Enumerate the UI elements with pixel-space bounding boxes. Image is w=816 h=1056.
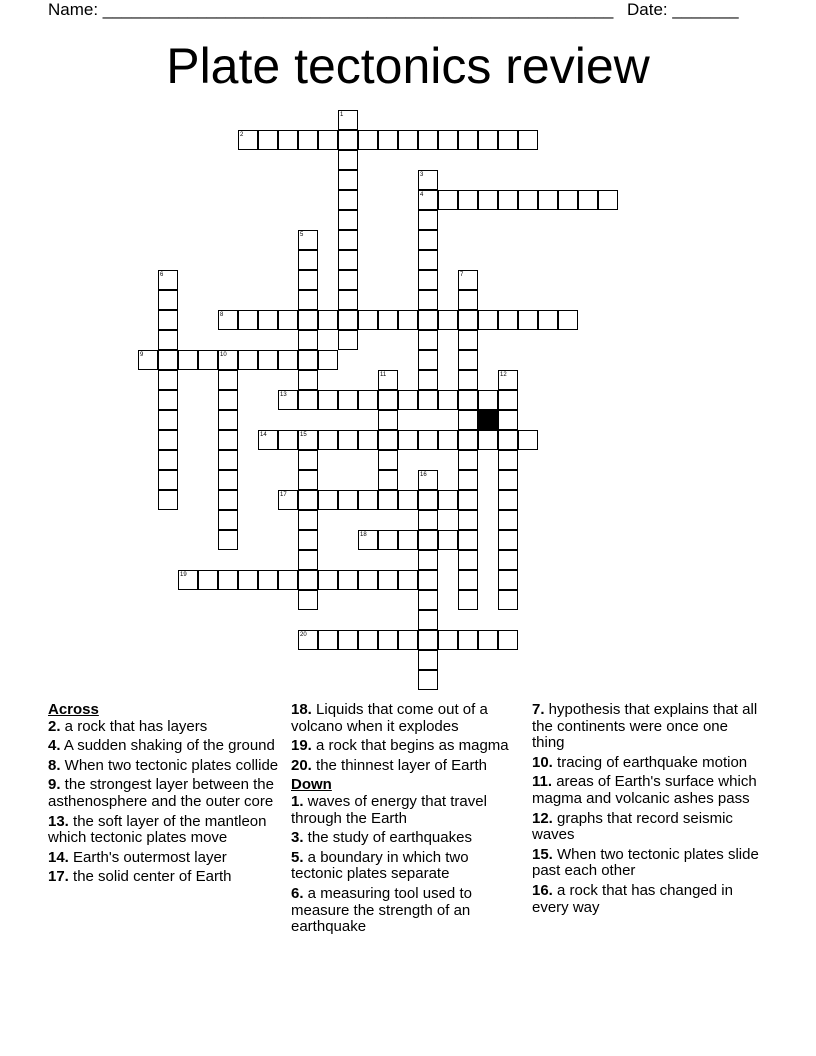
clue-num: 3. xyxy=(291,829,304,847)
clue-num: 5. xyxy=(291,848,304,866)
clue-number: 15 xyxy=(300,432,307,438)
clue-num: 4. xyxy=(48,737,61,755)
grid-cell[interactable] xyxy=(378,310,398,330)
grid-cell[interactable] xyxy=(558,190,578,210)
grid-cell[interactable] xyxy=(458,410,478,430)
clue-text: hypothesis that explains that all the continents were once one thing xyxy=(532,701,758,752)
grid-cell[interactable] xyxy=(518,190,538,210)
grid-cell[interactable] xyxy=(498,130,518,150)
clue-text: tracing of earthquake motion xyxy=(552,753,748,771)
across-clue-18 xyxy=(291,702,519,735)
clue-num: 10. xyxy=(532,753,553,771)
grid-cell[interactable] xyxy=(438,630,458,650)
grid-cell[interactable] xyxy=(398,630,418,650)
across-clue-8 xyxy=(48,758,280,775)
grid-cell[interactable] xyxy=(298,330,318,350)
grid-cell[interactable] xyxy=(378,370,398,390)
grid-cell[interactable] xyxy=(298,350,318,370)
clue-text: graphs that record seismic waves xyxy=(532,809,733,844)
grid-cell[interactable] xyxy=(418,370,438,390)
grid-cell[interactable] xyxy=(358,630,378,650)
clues-column-2 xyxy=(291,702,519,939)
grid-cell[interactable] xyxy=(338,330,358,350)
grid-cell[interactable] xyxy=(298,230,318,250)
grid-cell[interactable] xyxy=(458,510,478,530)
grid-cell[interactable] xyxy=(498,430,518,450)
across-clue-2 xyxy=(48,719,280,736)
clue-text: the solid center of Earth xyxy=(68,868,232,886)
grid-cell[interactable] xyxy=(338,170,358,190)
grid-cell[interactable] xyxy=(158,290,178,310)
grid-cell[interactable] xyxy=(418,350,438,370)
grid-cell[interactable] xyxy=(278,490,298,510)
grid-cell[interactable] xyxy=(318,130,338,150)
grid-cell[interactable] xyxy=(278,350,298,370)
name-line: Name: ______________________________________________________ xyxy=(48,0,614,19)
grid-cell[interactable] xyxy=(498,470,518,490)
across-clue-14 xyxy=(48,850,280,867)
clue-number: 11 xyxy=(380,372,387,378)
grid-cell[interactable] xyxy=(298,630,318,650)
grid-cell[interactable] xyxy=(358,430,378,450)
grid-cell[interactable] xyxy=(218,430,238,450)
grid-cell[interactable] xyxy=(458,490,478,510)
grid-cell[interactable] xyxy=(518,130,538,150)
grid-cell[interactable] xyxy=(158,310,178,330)
clue-num: 15. xyxy=(532,845,553,863)
grid-cell[interactable] xyxy=(338,290,358,310)
grid-cell[interactable] xyxy=(418,650,438,670)
grid-cell[interactable] xyxy=(458,330,478,350)
grid-cell[interactable] xyxy=(458,570,478,590)
grid-cell[interactable] xyxy=(278,390,298,410)
clue-number: 3 xyxy=(420,172,424,178)
grid-cell[interactable] xyxy=(338,490,358,510)
grid-cell[interactable] xyxy=(158,330,178,350)
clue-number: 14 xyxy=(260,432,267,438)
grid-cell[interactable] xyxy=(378,570,398,590)
down-clue-11 xyxy=(532,774,760,807)
grid-cell[interactable] xyxy=(278,130,298,150)
grid-cell[interactable] xyxy=(218,410,238,430)
clue-text: areas of Earth's surface which magma and volcanic ashes pass xyxy=(532,773,757,807)
clue-number: 4 xyxy=(420,192,424,198)
grid-cell[interactable] xyxy=(158,390,178,410)
grid-cell[interactable] xyxy=(298,490,318,510)
clue-number: 1 xyxy=(340,112,344,118)
grid-cell[interactable] xyxy=(338,230,358,250)
across-clue-20 xyxy=(291,758,519,775)
clue-number: 16 xyxy=(420,472,427,478)
grid-cell[interactable] xyxy=(398,570,418,590)
grid-cell[interactable] xyxy=(358,530,378,550)
clue-text: waves of energy that travel through the Earth xyxy=(291,792,487,827)
grid-cell[interactable] xyxy=(498,590,518,610)
grid-cell[interactable] xyxy=(158,450,178,470)
grid-cell[interactable] xyxy=(378,630,398,650)
grid-cell[interactable] xyxy=(278,310,298,330)
clue-number: 12 xyxy=(500,372,507,378)
grid-cell[interactable] xyxy=(198,570,218,590)
clue-text: the study of earthquakes xyxy=(303,829,472,847)
grid-cell[interactable] xyxy=(338,430,358,450)
clue-number: 8 xyxy=(220,312,224,318)
grid-cell[interactable] xyxy=(158,350,178,370)
grid-cell[interactable] xyxy=(458,290,478,310)
grid-cell[interactable] xyxy=(538,190,558,210)
grid-cell[interactable] xyxy=(298,310,318,330)
clues-column-1 xyxy=(48,702,280,889)
clue-num: 6. xyxy=(291,884,304,902)
grid-cell[interactable] xyxy=(218,450,238,470)
grid-cell[interactable] xyxy=(158,430,178,450)
grid-cell[interactable] xyxy=(398,310,418,330)
black-cell xyxy=(478,410,498,430)
clue-num: 2. xyxy=(48,717,61,735)
grid-cell[interactable] xyxy=(378,470,398,490)
grid-cell[interactable] xyxy=(258,350,278,370)
grid-cell[interactable] xyxy=(338,390,358,410)
grid-cell[interactable] xyxy=(498,630,518,650)
grid-cell[interactable] xyxy=(458,430,478,450)
down-clue-6 xyxy=(291,886,519,936)
grid-cell[interactable] xyxy=(338,630,358,650)
grid-cell[interactable] xyxy=(378,530,398,550)
grid-cell[interactable] xyxy=(438,530,458,550)
page-title: Plate tectonics review xyxy=(166,38,650,94)
down-clue-10 xyxy=(532,755,760,772)
grid-cell[interactable] xyxy=(258,130,278,150)
clue-num: 20. xyxy=(291,756,312,774)
clue-text: the thinnest layer of Earth xyxy=(311,756,487,774)
clue-num: 7. xyxy=(532,701,545,718)
clue-number: 17 xyxy=(280,492,287,498)
grid-cell[interactable] xyxy=(178,570,198,590)
grid-cell[interactable] xyxy=(518,430,538,450)
grid-cell[interactable] xyxy=(298,530,318,550)
grid-cell[interactable] xyxy=(498,530,518,550)
grid-cell[interactable] xyxy=(258,570,278,590)
grid-cell[interactable] xyxy=(318,430,338,450)
clue-number: 2 xyxy=(240,132,244,138)
grid-cell[interactable] xyxy=(478,190,498,210)
clue-num: 12. xyxy=(532,809,553,827)
grid-cell[interactable] xyxy=(358,310,378,330)
across-clue-4 xyxy=(48,738,280,755)
grid-cell[interactable] xyxy=(398,430,418,450)
grid-cell[interactable] xyxy=(538,310,558,330)
clue-text: Earth's outermost layer xyxy=(68,848,227,866)
grid-cell[interactable] xyxy=(458,590,478,610)
across-clue-9 xyxy=(48,777,280,810)
grid-cell[interactable] xyxy=(418,250,438,270)
grid-cell[interactable] xyxy=(418,670,438,690)
clue-text: Liquids that come out of a volcano when it explodes xyxy=(291,701,488,735)
clue-text: a measuring tool used to measure the strength of an earthquake xyxy=(291,884,472,936)
down-heading: Down xyxy=(291,776,332,794)
grid-cell[interactable] xyxy=(378,490,398,510)
grid-cell[interactable] xyxy=(158,490,178,510)
grid-cell[interactable] xyxy=(418,510,438,530)
grid-cell[interactable] xyxy=(318,630,338,650)
grid-cell[interactable] xyxy=(238,570,258,590)
grid-cell[interactable] xyxy=(418,170,438,190)
grid-cell[interactable] xyxy=(178,350,198,370)
date-line: Date: _______ xyxy=(627,0,739,19)
grid-cell[interactable] xyxy=(418,270,438,290)
grid-cell[interactable] xyxy=(438,430,458,450)
grid-cell[interactable] xyxy=(338,150,358,170)
grid-cell[interactable] xyxy=(318,570,338,590)
clue-text: a rock that begins as magma xyxy=(311,737,509,755)
grid-cell[interactable] xyxy=(218,570,238,590)
grid-cell[interactable] xyxy=(298,130,318,150)
down-clue-3 xyxy=(291,830,519,847)
grid-cell[interactable] xyxy=(458,390,478,410)
grid-cell[interactable] xyxy=(458,450,478,470)
grid-cell[interactable] xyxy=(418,610,438,630)
grid-cell[interactable] xyxy=(158,270,178,290)
grid-cell[interactable] xyxy=(458,350,478,370)
grid-cell[interactable] xyxy=(218,370,238,390)
clue-num: 1. xyxy=(291,792,304,810)
across-clue-13 xyxy=(48,814,280,847)
grid-cell[interactable] xyxy=(318,310,338,330)
down-clue-15 xyxy=(532,847,760,880)
grid-cell[interactable] xyxy=(238,350,258,370)
grid-cell[interactable] xyxy=(578,190,598,210)
grid-cell[interactable] xyxy=(498,410,518,430)
grid-cell[interactable] xyxy=(358,490,378,510)
clue-text: the soft layer of the mantleon which tectonic plates move xyxy=(48,812,267,847)
down-clue-12 xyxy=(532,811,760,844)
grid-cell[interactable] xyxy=(198,350,218,370)
grid-cell[interactable] xyxy=(298,270,318,290)
down-clue-16 xyxy=(532,883,760,916)
grid-cell[interactable] xyxy=(378,390,398,410)
down-clue-5 xyxy=(291,850,519,883)
grid-cell[interactable] xyxy=(398,490,418,510)
across-heading: Across xyxy=(48,701,99,718)
grid-cell[interactable] xyxy=(458,530,478,550)
grid-cell[interactable] xyxy=(518,310,538,330)
clue-num: 13. xyxy=(48,812,69,830)
grid-cell[interactable] xyxy=(358,390,378,410)
grid-cell[interactable] xyxy=(398,390,418,410)
clue-text: a boundary in which two tectonic plates separate xyxy=(291,848,469,883)
grid-cell[interactable] xyxy=(338,270,358,290)
clue-number: 9 xyxy=(140,352,144,358)
grid-cell[interactable] xyxy=(458,370,478,390)
grid-cell[interactable] xyxy=(498,570,518,590)
grid-cell[interactable] xyxy=(418,290,438,310)
grid-cell[interactable] xyxy=(218,510,238,530)
grid-cell[interactable] xyxy=(498,190,518,210)
grid-cell[interactable] xyxy=(378,430,398,450)
grid-cell[interactable] xyxy=(158,410,178,430)
grid-cell[interactable] xyxy=(258,430,278,450)
grid-cell[interactable] xyxy=(458,270,478,290)
clue-num: 9. xyxy=(48,776,61,794)
clue-text: a rock that has layers xyxy=(60,717,208,735)
grid-cell[interactable] xyxy=(498,310,518,330)
clue-num: 11. xyxy=(532,773,553,791)
grid-cell[interactable] xyxy=(238,130,258,150)
clue-number: 7 xyxy=(460,272,464,278)
grid-cell[interactable] xyxy=(298,290,318,310)
grid-cell[interactable] xyxy=(298,550,318,570)
grid-cell[interactable] xyxy=(378,130,398,150)
grid-cell[interactable] xyxy=(498,390,518,410)
grid-cell[interactable] xyxy=(498,550,518,570)
grid-cell[interactable] xyxy=(478,130,498,150)
clue-number: 20 xyxy=(300,632,307,638)
across-clue-17 xyxy=(48,869,280,886)
clue-number: 18 xyxy=(360,532,367,538)
grid-cell[interactable] xyxy=(378,410,398,430)
clue-text: When two tectonic plates slide past each other xyxy=(532,845,759,880)
grid-cell[interactable] xyxy=(278,570,298,590)
grid-cell[interactable] xyxy=(218,490,238,510)
grid-cell[interactable] xyxy=(298,370,318,390)
grid-cell[interactable] xyxy=(298,570,318,590)
grid-cell[interactable] xyxy=(358,130,378,150)
grid-cell[interactable] xyxy=(458,550,478,570)
grid-cell[interactable] xyxy=(298,250,318,270)
grid-cell[interactable] xyxy=(218,350,238,370)
grid-cell[interactable] xyxy=(498,370,518,390)
grid-cell[interactable] xyxy=(598,190,618,210)
grid-cell[interactable] xyxy=(298,450,318,470)
clue-num: 16. xyxy=(532,881,553,899)
grid-cell[interactable] xyxy=(458,470,478,490)
grid-cell[interactable] xyxy=(558,310,578,330)
grid-cell[interactable] xyxy=(378,450,398,470)
clue-num: 18. xyxy=(291,701,312,718)
clue-text: the strongest layer between the asthenosphere and the outer core xyxy=(48,776,274,810)
grid-cell[interactable] xyxy=(498,490,518,510)
grid-cell[interactable] xyxy=(338,570,358,590)
grid-cell[interactable] xyxy=(418,210,438,230)
grid-cell[interactable] xyxy=(298,430,318,450)
grid-cell[interactable] xyxy=(438,490,458,510)
grid-cell[interactable] xyxy=(418,230,438,250)
grid-cell[interactable] xyxy=(438,390,458,410)
grid-cell[interactable] xyxy=(218,310,238,330)
grid-cell[interactable] xyxy=(318,490,338,510)
grid-cell[interactable] xyxy=(338,210,358,230)
grid-cell[interactable] xyxy=(398,530,418,550)
grid-cell[interactable] xyxy=(158,370,178,390)
grid-cell[interactable] xyxy=(498,510,518,530)
grid-cell[interactable] xyxy=(478,390,498,410)
clue-number: 10 xyxy=(220,352,227,358)
grid-cell[interactable] xyxy=(238,310,258,330)
grid-cell[interactable] xyxy=(218,470,238,490)
grid-cell[interactable] xyxy=(458,630,478,650)
grid-cell[interactable] xyxy=(418,530,438,550)
grid-cell[interactable] xyxy=(418,190,438,210)
grid-cell[interactable] xyxy=(298,510,318,530)
grid-cell[interactable] xyxy=(218,530,238,550)
grid-cell[interactable] xyxy=(318,390,338,410)
grid-cell[interactable] xyxy=(458,190,478,210)
clue-num: 19. xyxy=(291,737,312,755)
grid-cell[interactable] xyxy=(418,490,438,510)
clue-text: a rock that has changed in every way xyxy=(532,881,733,916)
clue-text: When two tectonic plates collide xyxy=(60,756,279,774)
grid-cell[interactable] xyxy=(318,350,338,370)
grid-cell[interactable] xyxy=(418,390,438,410)
clue-text: A sudden shaking of the ground xyxy=(60,737,275,755)
grid-cell[interactable] xyxy=(418,470,438,490)
clue-num: 17. xyxy=(48,868,69,886)
grid-cell[interactable] xyxy=(158,470,178,490)
grid-cell[interactable] xyxy=(298,590,318,610)
grid-cell[interactable] xyxy=(338,130,358,150)
grid-cell[interactable] xyxy=(498,450,518,470)
clue-number: 5 xyxy=(300,232,304,238)
grid-cell[interactable] xyxy=(418,130,438,150)
grid-cell[interactable] xyxy=(338,110,358,130)
grid-cell[interactable] xyxy=(438,130,458,150)
grid-cell[interactable] xyxy=(338,310,358,330)
grid-cell[interactable] xyxy=(458,130,478,150)
grid-cell[interactable] xyxy=(418,310,438,330)
grid-cell[interactable] xyxy=(438,190,458,210)
grid-cell[interactable] xyxy=(478,430,498,450)
grid-cell[interactable] xyxy=(478,310,498,330)
grid-cell[interactable] xyxy=(418,550,438,570)
clue-number: 13 xyxy=(280,392,287,398)
grid-cell[interactable] xyxy=(418,570,438,590)
grid-cell[interactable] xyxy=(278,430,298,450)
clue-number: 19 xyxy=(180,572,187,578)
grid-cell[interactable] xyxy=(298,390,318,410)
grid-cell[interactable] xyxy=(418,330,438,350)
across-clue-19 xyxy=(291,738,519,755)
grid-cell[interactable] xyxy=(338,190,358,210)
clue-number: 6 xyxy=(160,272,164,278)
clue-num: 14. xyxy=(48,848,69,866)
grid-cell[interactable] xyxy=(298,470,318,490)
grid-cell[interactable] xyxy=(258,310,278,330)
clues-column-3 xyxy=(532,702,760,919)
grid-cell[interactable] xyxy=(138,350,158,370)
down-clue-1 xyxy=(291,794,519,827)
grid-cell[interactable] xyxy=(438,310,458,330)
grid-cell[interactable] xyxy=(218,390,238,410)
grid-cell[interactable] xyxy=(418,630,438,650)
grid-cell[interactable] xyxy=(398,130,418,150)
grid-cell[interactable] xyxy=(418,430,438,450)
grid-cell[interactable] xyxy=(478,630,498,650)
down-clue-7 xyxy=(532,702,760,752)
grid-cell[interactable] xyxy=(458,310,478,330)
grid-cell[interactable] xyxy=(418,590,438,610)
clue-num: 8. xyxy=(48,756,61,774)
grid-cell[interactable] xyxy=(338,250,358,270)
grid-cell[interactable] xyxy=(358,570,378,590)
